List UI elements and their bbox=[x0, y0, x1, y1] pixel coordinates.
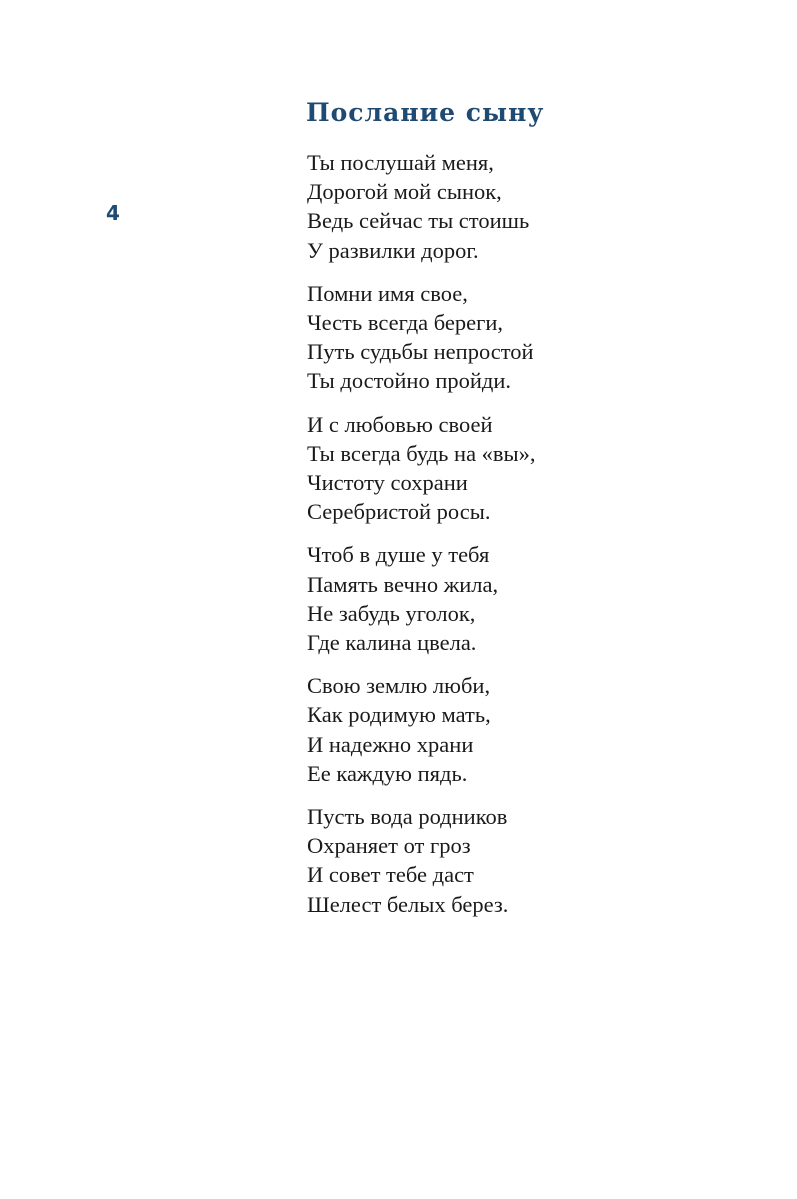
stanza-3 bbox=[307, 410, 747, 527]
poem-line: У развилки дорог. bbox=[307, 237, 479, 263]
poem-line: Ты послушай меня, bbox=[307, 150, 494, 175]
poem-line: Охраняет от гроз bbox=[307, 833, 471, 859]
poem-line: Память вечно жила, bbox=[307, 571, 499, 597]
poem-title: Послание сыну bbox=[306, 98, 545, 127]
poem-line: Как родимую мать, bbox=[307, 702, 491, 728]
poem-line: Путь судьбы непростой bbox=[307, 339, 534, 365]
poem-line: Ведь сейчас ты стоишь bbox=[307, 208, 530, 234]
poem-line: Не забудь уголок, bbox=[307, 600, 476, 626]
poem-line: Дорогой мой сынок, bbox=[307, 179, 502, 205]
poem-line: И с любовью своей bbox=[307, 411, 493, 437]
poem-line: Ты всегда будь на «вы», bbox=[307, 440, 536, 466]
stanza-2 bbox=[307, 279, 747, 396]
page-number: 4 bbox=[106, 201, 120, 225]
poem-line: Помни имя свое, bbox=[307, 280, 468, 306]
poem-line: Чистоту сохрани bbox=[307, 470, 468, 496]
poem-line: Честь всегда береги, bbox=[307, 310, 504, 336]
poem-line: Пусть вода родников bbox=[307, 804, 508, 830]
poem-body bbox=[307, 148, 747, 933]
poem-line: И совет тебе даст bbox=[307, 862, 474, 888]
poem-line: И надежно храни bbox=[307, 731, 474, 757]
poem-line: Шелест белых берез. bbox=[307, 891, 509, 917]
poem-line: Серебристой росы. bbox=[307, 499, 491, 525]
stanza-6 bbox=[307, 802, 747, 919]
poem-line: Ее каждую пядь. bbox=[307, 760, 468, 786]
poem-line: Свою землю люби, bbox=[307, 673, 491, 699]
poem-line: Ты достойно пройди. bbox=[307, 368, 512, 394]
poem-line: Где калина цвела. bbox=[307, 630, 477, 656]
stanza-4 bbox=[307, 540, 747, 657]
poem-line: Чтоб в душе у тебя bbox=[307, 542, 490, 568]
stanza-1 bbox=[307, 148, 747, 265]
stanza-5 bbox=[307, 671, 747, 788]
